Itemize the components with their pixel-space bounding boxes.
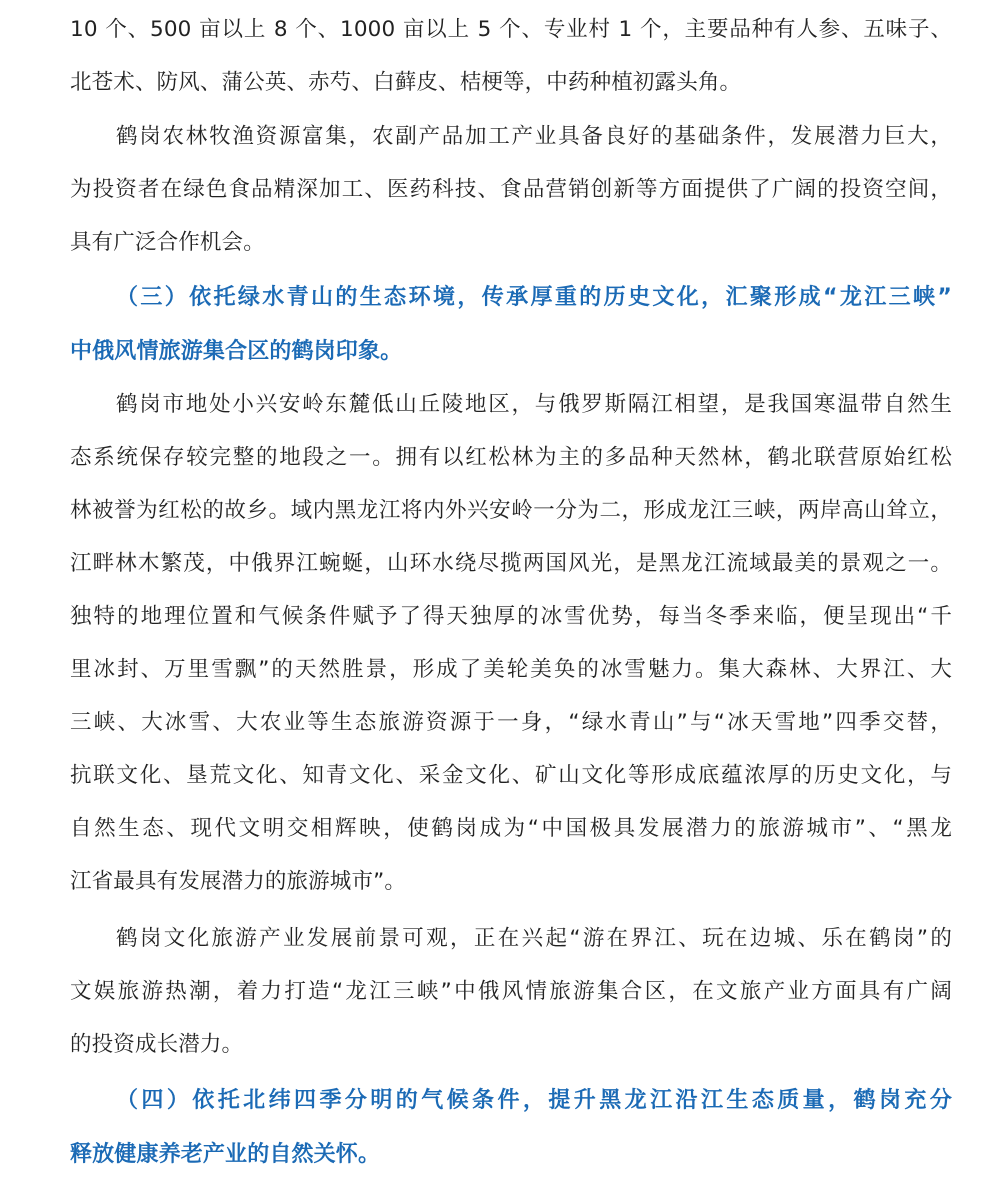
paragraph-line: 抗联文化、垦荒文化、知青文化、采金文化、矿山文化等形成底蕴浓厚的历史文化，与 — [70, 763, 952, 788]
paragraph-line: 江畔林木繁茂，中俄界江蜿蜒，山环水绕尽揽两国风光，是黑龙江流域最美的景观之一。 — [70, 551, 952, 576]
paragraph-line: 北苍术、防风、蒲公英、赤芍、白藓皮、桔梗等，中药种植初露头角。 — [70, 70, 742, 95]
section-heading: （三）依托绿水青山的生态环境，传承厚重的历史文化，汇聚形成“龙江三峡” — [116, 285, 952, 310]
paragraph-line: 江省最具有发展潜力的旅游城市”。 — [70, 869, 407, 894]
paragraph-line: 三峡、大冰雪、大农业等生态旅游资源于一身，“绿水青山”与“冰天雪地”四季交替， — [70, 710, 952, 735]
section-heading: 释放健康养老产业的自然关怀。 — [70, 1142, 381, 1167]
paragraph-line: 文娱旅游热潮，着力打造“龙江三峡”中俄风情旅游集合区，在文旅产业方面具有广阔 — [70, 979, 952, 1004]
paragraph-line: 自然生态、现代文明交相辉映，使鹤岗成为“中国极具发展潜力的旅游城市”、“黑龙 — [70, 816, 952, 841]
paragraph-line: 态系统保存较完整的地段之一。拥有以红松林为主的多品种天然林，鹤北联营原始红松 — [70, 445, 952, 470]
paragraph-line: 具有广泛合作机会。 — [70, 230, 265, 255]
paragraph-line: 里冰封、万里雪飘”的天然胜景，形成了美轮美奂的冰雪魅力。集大森林、大界江、大 — [70, 657, 952, 682]
paragraph-line: 独特的地理位置和气候条件赋予了得天独厚的冰雪优势，每当冬季来临，便呈现出“千 — [70, 604, 952, 629]
paragraph-line: 10 个、500 亩以上 8 个、1000 亩以上 5 个、专业村 1 个，主要品种有人参、五味子、 — [70, 17, 952, 42]
paragraph-line: 鹤岗农林牧渔资源富集，农副产品加工产业具备良好的基础条件，发展潜力巨大， — [116, 124, 952, 149]
paragraph-line: 鹤岗文化旅游产业发展前景可观，正在兴起“游在界江、玩在边城、乐在鹤岗”的 — [116, 926, 952, 951]
paragraph-line: 鹤岗市地处小兴安岭东麓低山丘陵地区，与俄罗斯隔江相望，是我国寒温带自然生 — [116, 392, 952, 417]
paragraph-line: 的投资成长潜力。 — [70, 1032, 244, 1057]
paragraph-line: 林被誉为红松的故乡。域内黑龙江将内外兴安岭一分为二，形成龙江三峡，两岸高山耸立， — [70, 498, 952, 523]
section-heading: （四）依托北纬四季分明的气候条件，提升黑龙江沿江生态质量，鹤岗充分 — [116, 1088, 952, 1113]
paragraph-line: 为投资者在绿色食品精深加工、医药科技、食品营销创新等方面提供了广阔的投资空间， — [70, 177, 952, 202]
section-heading: 中俄风情旅游集合区的鹤岗印象。 — [70, 339, 403, 364]
